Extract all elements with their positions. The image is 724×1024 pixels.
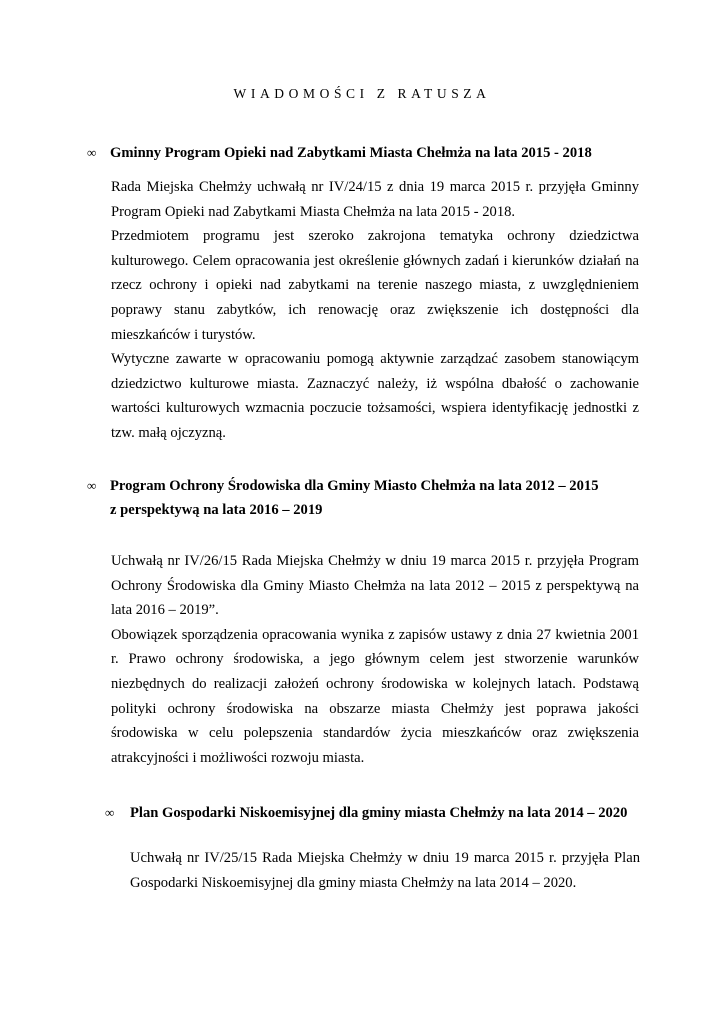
paragraph: Obowiązek sporządzenia opracowania wynika z zapisów ustawy z dnia 27 kwietnia 2001 r. Prawo ochrony środowiska, a jego głównym celem jest stworzenie warunków niezbędnych do realizacji założeń ochrony środowiska w kolejnych latach. Podstawą polityki ochrony środowiska na obszarze miasta Chełmży jest poprawa jakości środowiska w celu polepszenia standardów życia mieszkańców oraz zwiększenia atrakcyjności i możliwości rozwoju miasta. — [111, 626, 639, 766]
section-body — [111, 175, 639, 446]
bullet-infinity-icon: ∞ — [87, 478, 97, 493]
section-heading: Gminny Program Opieki nad Zabytkami Miasta Chełmża na lata 2015 - 2018 — [110, 145, 592, 161]
section-heading-line2: z perspektywą na lata 2016 – 2019 — [110, 502, 323, 518]
section-heading: Plan Gospodarki Niskoemisyjnej dla gminy miasta Chełmży na lata 2014 – 2020 — [130, 805, 628, 821]
paragraph: Uchwałą nr IV/26/15 Rada Miejska Chełmży w dniu 19 marca 2015 r. przyjęła Program Ochrony Środowiska dla Gminy Miasto Chełmża na lata 2012 – 2015 z perspektywą na lata 2016 – 2019”. — [111, 553, 639, 619]
section-body — [130, 846, 640, 895]
paragraph: Uchwałą nr IV/25/15 Rada Miejska Chełmży w dniu 19 marca 2015 r. przyjęła Plan Gospodarki Niskoemisyjnej dla gminy miasta Chełmży na lata 2014 – 2020. — [130, 850, 640, 891]
page-title: WIADOMOŚCI Z RATUSZA — [233, 86, 491, 101]
bullet-infinity-icon: ∞ — [105, 805, 115, 820]
bullet-infinity-icon: ∞ — [87, 145, 97, 160]
paragraph: Przedmiotem programu jest szeroko zakrojona tematyka ochrony dziedzictwa kulturowego. Celem opracowania jest określenie głównych zadań i kierunków działań na rzecz ochrony i opieki nad zabytkami na terenie naszego miasta, z uwzględnieniem poprawy stanu zabytków, ich renowację oraz zwiększenie ich dostępności dla mieszkańców i turystów. — [111, 228, 639, 343]
section-body — [111, 549, 639, 770]
section-heading-line1: Program Ochrony Środowiska dla Gminy Miasto Chełmża na lata 2012 – 2015 — [110, 478, 599, 494]
paragraph: Rada Miejska Chełmży uchwałą nr IV/24/15 z dnia 19 marca 2015 r. przyjęła Gminny Program Opieki nad Zabytkami Miasta Chełmża na lata 2015 - 2018. — [111, 179, 639, 220]
paragraph: Wytyczne zawarte w opracowaniu pomogą aktywnie zarządzać zasobem stanowiącym dziedzictwo kulturowe miasta. Zaznaczyć należy, iż wspólna dbałość o zachowanie wartości kulturowych wzmacnia poczucie tożsamości, wspiera identyfikację jednostki z tzw. małą ojczyzną. — [111, 351, 639, 441]
